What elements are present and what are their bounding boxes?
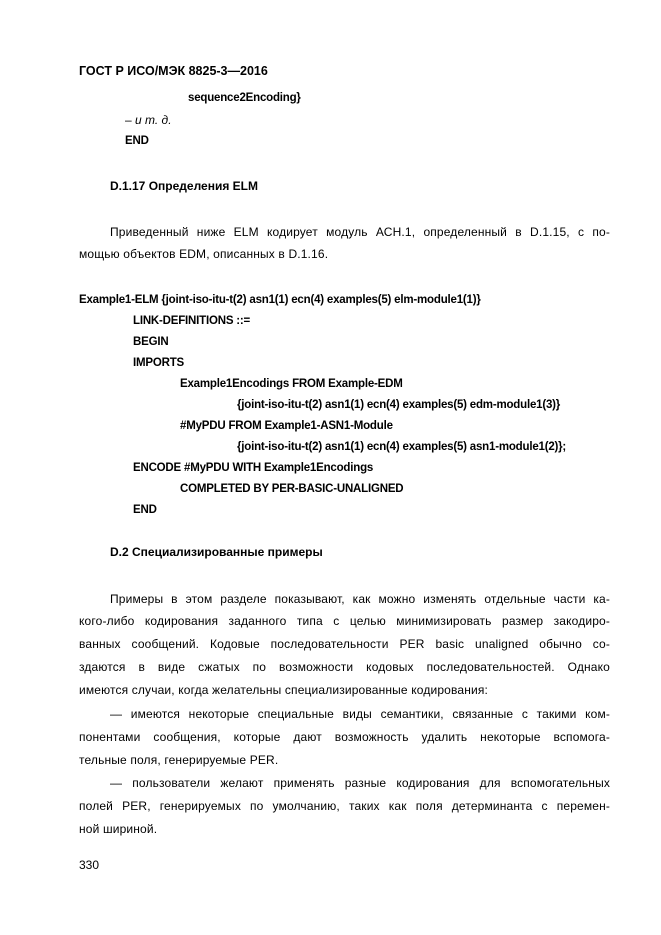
code-line: Example1Encodings FROM Example-EDM (180, 378, 403, 390)
code-line: LINK-DEFINITIONS ::= (133, 315, 251, 327)
etc-text: и т. д. (131, 113, 172, 127)
list-item-line: — имеются некоторые специальные виды семантики, связанные с такими ком- (110, 707, 610, 721)
list-item-line: понентами сообщения, которые дают возможность удалить некоторые вспомога- (79, 730, 610, 744)
code-line: END (125, 135, 149, 147)
paragraph-line: имеются случаи, когда желательны специализированные кодирования: (79, 683, 488, 697)
paragraph-line: ванных сообщений. Кодовые последовательности PER basic unaligned обычно со- (79, 637, 610, 651)
code-line: BEGIN (133, 336, 169, 348)
list-item-line: полей PER, генерируемых по умолчанию, таких как поля детерминанта с перемен- (79, 799, 610, 813)
code-line: {joint-iso-itu-t(2) asn1(1) ecn(4) examples(5) asn1-module1(2)}; (237, 441, 567, 453)
section-heading: D.2 Специализированные примеры (110, 545, 323, 559)
paragraph-line: здаются в виде сжатых по возможности кодовых последовательностей. Однако (79, 660, 610, 674)
etc-line (125, 113, 172, 127)
code-line: #MyPDU FROM Example1-ASN1-Module (180, 420, 393, 432)
list-item-line: тельные поля, генерируемые PER. (79, 753, 279, 767)
dash: – (125, 113, 132, 127)
list-item-line: ной шириной. (79, 822, 158, 836)
section-heading: D.1.17 Определения ELM (110, 179, 258, 193)
paragraph-line: мощью объектов EDM, описанных в D.1.16. (79, 247, 329, 261)
code-line: sequence2Encoding} (188, 92, 301, 104)
code-line: COMPLETED BY PER-BASIC-UNALIGNED (180, 483, 404, 495)
code-line: IMPORTS (133, 357, 184, 369)
page-number: 330 (79, 858, 100, 872)
running-header: ГОСТ Р ИСО/МЭК 8825-3—2016 (79, 64, 268, 78)
code-line: {joint-iso-itu-t(2) asn1(1) ecn(4) examples(5) edm-module1(3)} (237, 399, 561, 411)
list-item-line: — пользователи желают применять разные кодирования для вспомогательных (110, 776, 610, 790)
paragraph-line: Примеры в этом разделе показывают, как можно изменять отдельные части ка- (110, 592, 610, 606)
code-line: Example1-ELM {joint-iso-itu-t(2) asn1(1) ecn(4) examples(5) elm-module1(1)} (79, 294, 481, 306)
code-line: ENCODE #MyPDU WITH Example1Encodings (133, 462, 374, 474)
paragraph-line: кого-либо кодирования заданного типа с целью минимизировать размер закодиро- (79, 614, 610, 628)
paragraph-line: Приведенный ниже ELM кодирует модуль АСН.1, определенный в D.1.15, с по- (110, 225, 610, 239)
code-line: END (133, 504, 157, 516)
